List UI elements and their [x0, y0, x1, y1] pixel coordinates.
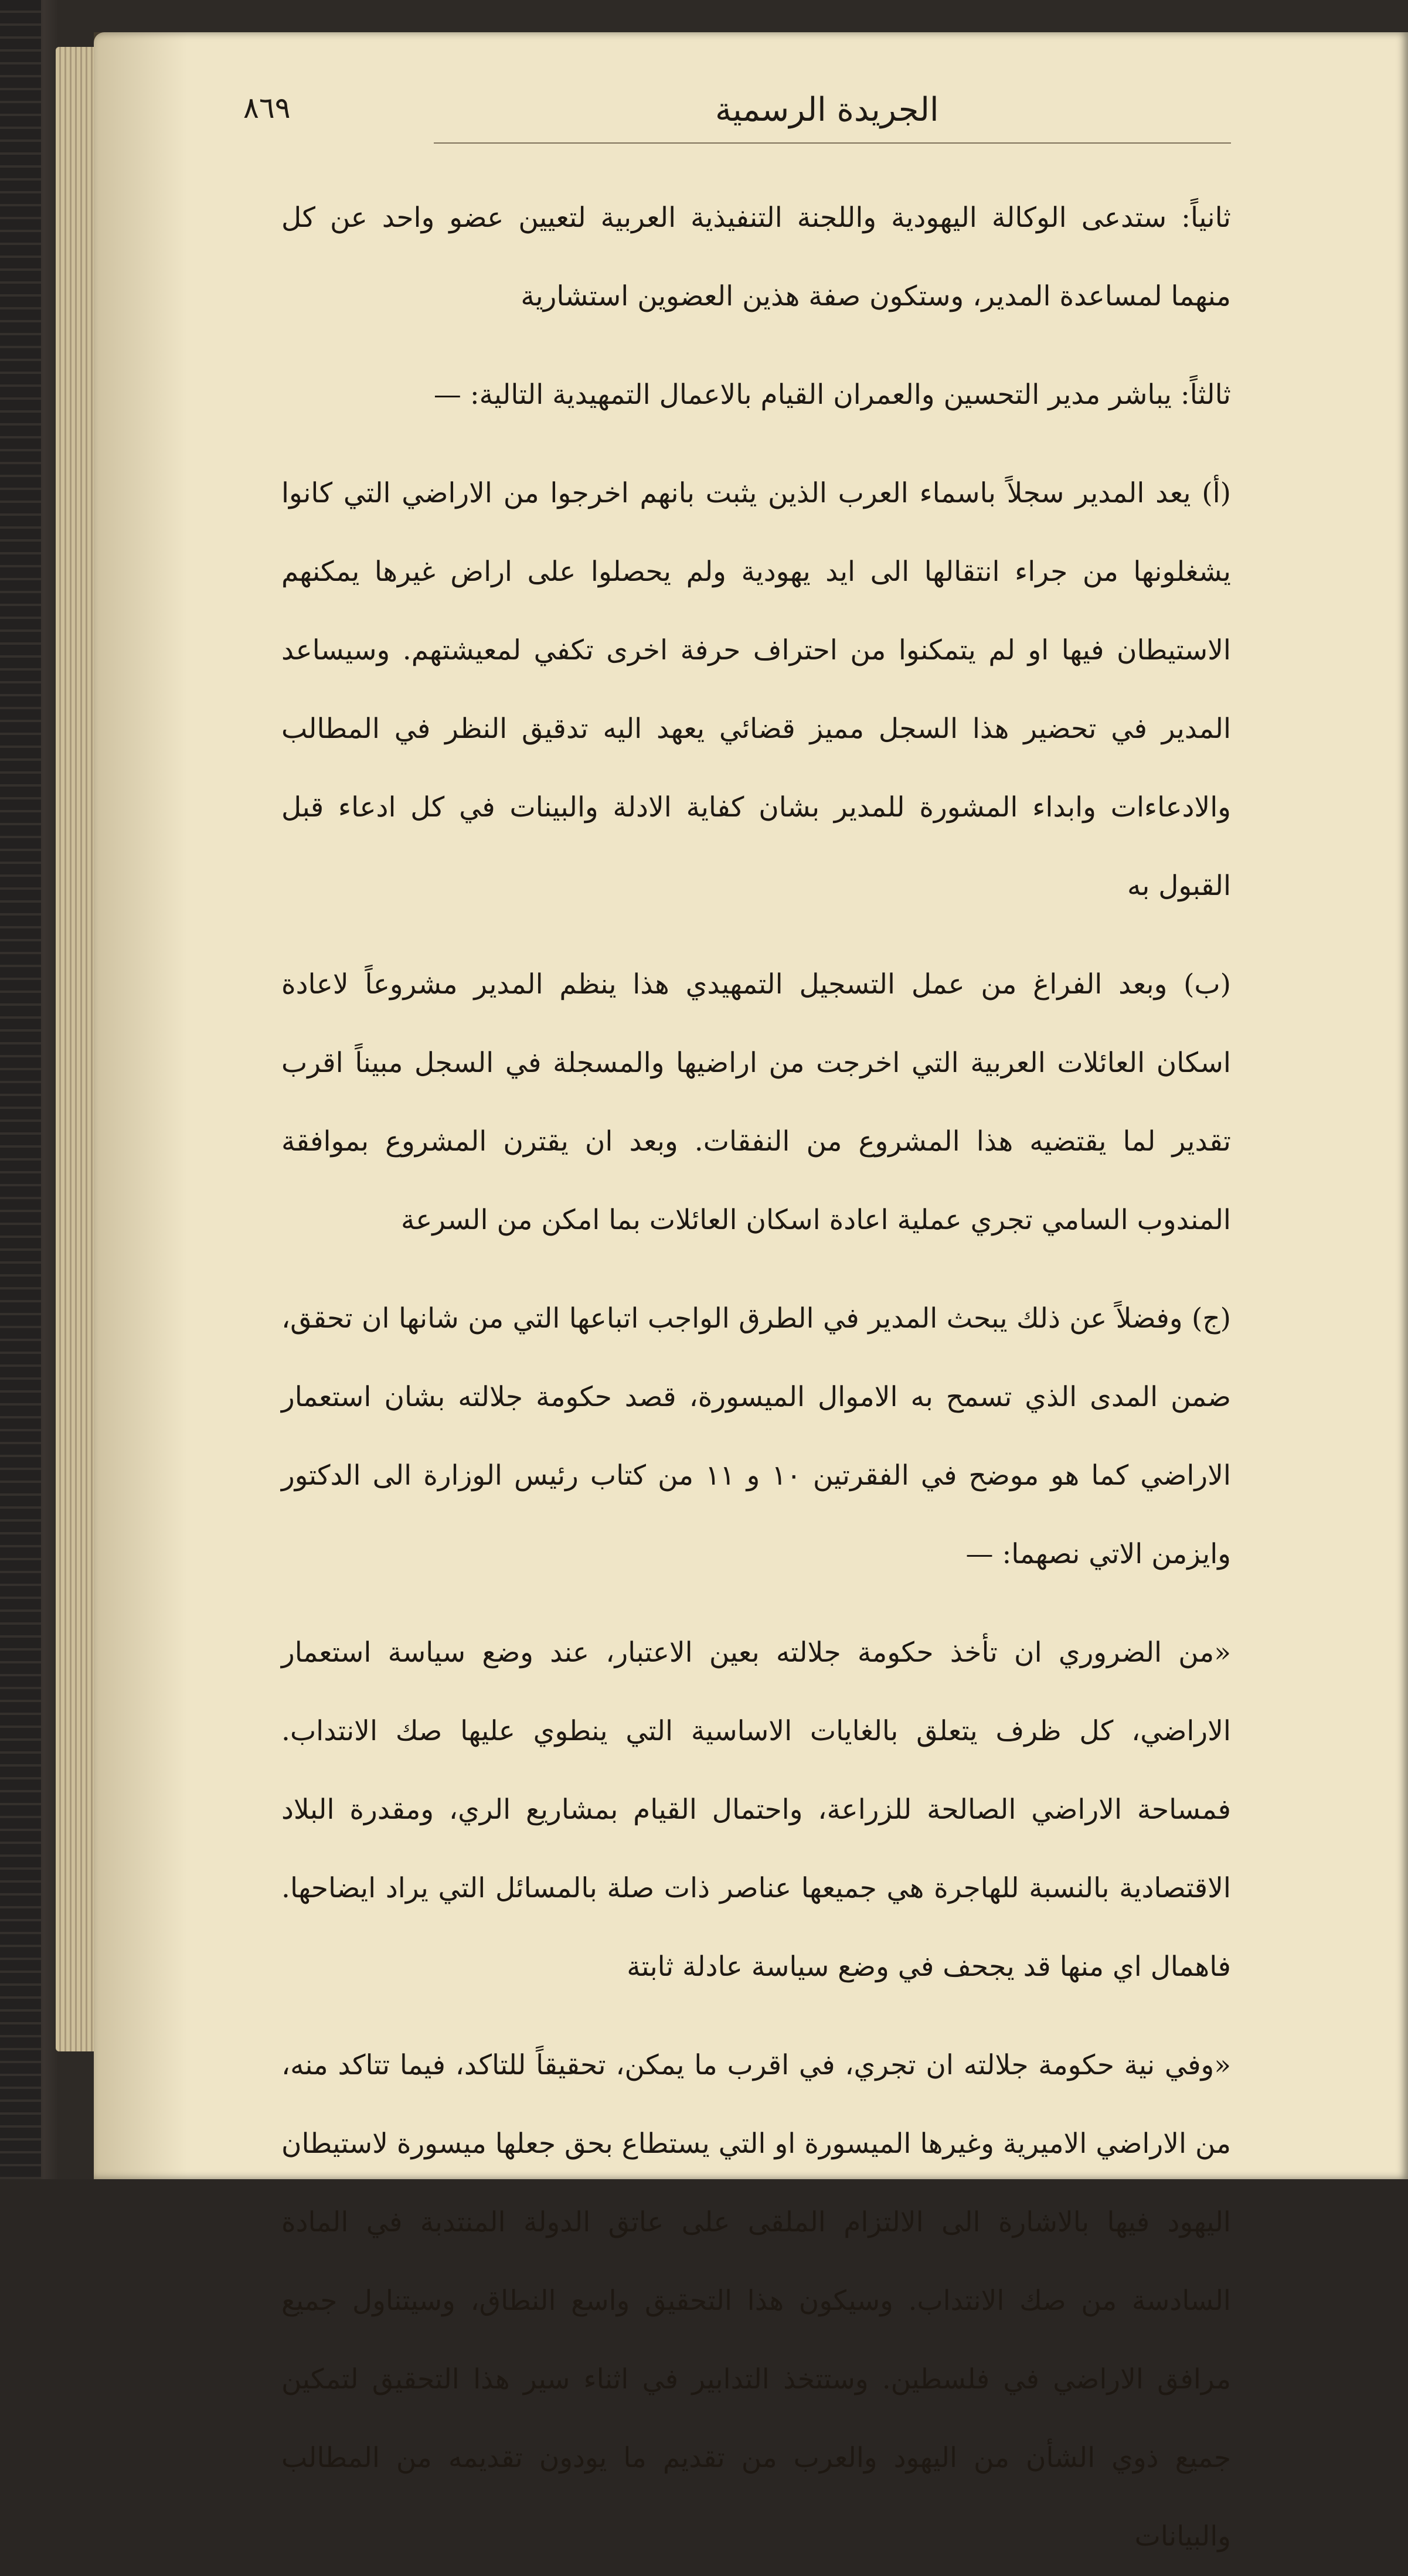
running-title: الجريدة الرسمية [715, 91, 939, 129]
quoted-paragraph-2: «وفي نية حكومة جلالته ان تجري، في اقرب ما يمكن، تحقيقاً للتاكد، فيما تتاكد منه، من الاراضي الاميرية وغيرها الميسورة او التي يستطاع بحق جعلها ميسورة لاستيطان اليهود فيها بالاشارة الى الالتزام الملقى على عاتق الدولة المنتدبة في المادة السادسة من صك الانتداب. وسيكون هذا التحقيق واسع النطاق، وسيتناول جميع مرافق الاراضي في فلسطين. وستتخذ التدابير في اثناء سير هذا التحقيق لتمكين جميع ذوي الشأن من اليهود والعرب من تقديم ما يودون تقديمه من المطالب والبيانات [281, 2049, 1231, 2553]
body-text [281, 179, 1231, 2576]
header-rule [434, 142, 1231, 144]
book-binding-edge [0, 0, 41, 2179]
page-number: ٨٦٩ [243, 91, 291, 125]
paragraph-thirdly: ثالثاً: يباشر مدير التحسين والعمران القيام بالاعمال التمهيدية التالية: — [433, 379, 1231, 411]
quoted-paragraph-1: «من الضروري ان تأخذ حكومة جلالته بعين الاعتبار، عند وضع سياسة استعمار الاراضي، كل ظرف يتعلق بالغايات الاساسية التي ينطوي عليها صك الانتداب. فمساحة الاراضي الصالحة للزراعة، واحتمال القيام بمشاريع الري، ومقدرة البلاد الاقتصادية بالنسبة للهاجرة هي جميعها عناصر ذات صلة بالمسائل التي يراد ايضاحها. فاهمال اي منها قد يجحف في وضع سياسة عادلة ثابتة [281, 1636, 1231, 1983]
paragraph-secondly: ثانياً: ستدعى الوكالة اليهودية واللجنة التنفيذية العربية لتعيين عضو واحد عن كل منهما لمساعدة المدير، وستكون صفة هذين العضوين استشارية [281, 202, 1231, 312]
paragraph-b: (ب) وبعد الفراغ من عمل التسجيل التمهيدي هذا ينظم المدير مشروعاً لاعادة اسكان العائلات العربية التي اخرجت من اراضيها والمسجلة في السجل مبيناً اقرب تقدير لما يقتضيه هذا المشروع من النفقات. وبعد ان يقترن المشروع بموافقة المندوب السامي تجري عملية اعادة اسكان العائلات بما امكن من السرعة [281, 968, 1231, 1236]
paragraph-a: (أ) يعد المدير سجلاً باسماء العرب الذين يثبت بانهم اخرجوا من الاراضي التي كانوا يشغلونها من جراء انتقالها الى ايد يهودية ولم يحصلوا على اراض غيرها يمكنهم الاستيطان فيها او لم يتمكنوا من احتراف حرفة اخرى تكفي لمعيشتهم. وسيساعد المدير في تحضير هذا السجل مميز قضائي يعهد اليه تدقيق النظر في المطالب والادعاءات وابداء المشورة للمدير بشان كفاية الادلة والبينات في كل ادعاء قبل القبول به [281, 477, 1231, 902]
page-header [234, 91, 1231, 149]
paragraph-c: (ج) وفضلاً عن ذلك يبحث المدير في الطرق الواجب اتباعها التي من شانها ان تحقق، ضمن المدى الذي تسمح به الاموال الميسورة، قصد حكومة جلالته بشان استعمار الاراضي كما هو موضح في الفقرتين ١٠ و ١١ من كتاب رئيس الوزارة الى الدكتور وايزمن الاتي نصهما: — [281, 1302, 1231, 1570]
